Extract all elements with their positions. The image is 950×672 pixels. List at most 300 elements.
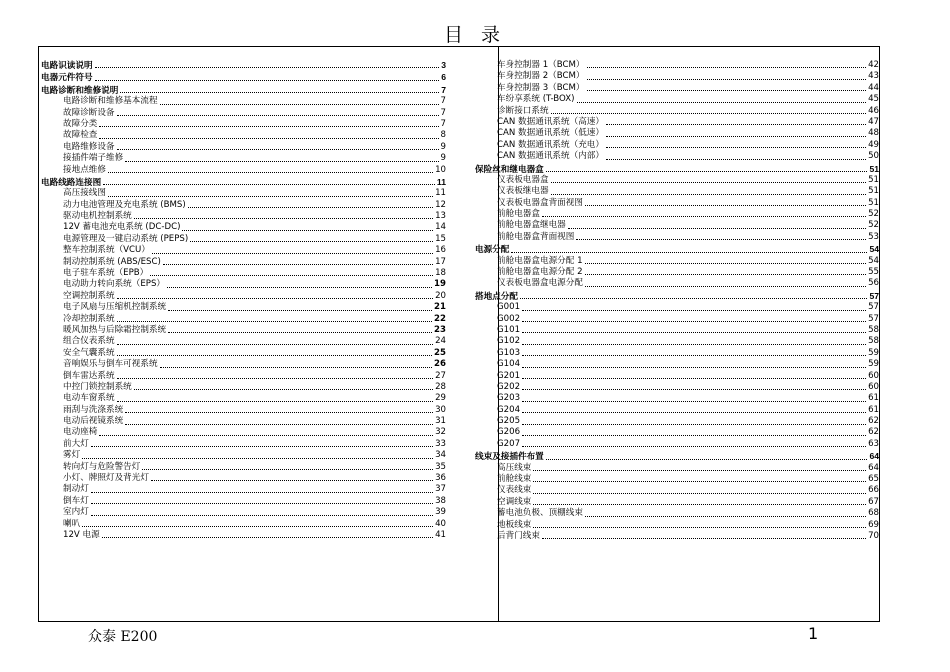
dot-leader: [82, 458, 433, 459]
toc-entry-label: 电动座椅: [63, 427, 98, 438]
toc-entry-page: 3: [441, 59, 446, 70]
toc-entry[interactable]: [41, 268, 446, 279]
toc-entry[interactable]: [475, 278, 879, 289]
toc-entry-page: 42: [868, 59, 879, 70]
toc-entry-page: 54: [868, 255, 879, 266]
toc-entry-label: 地板线束: [497, 519, 532, 530]
dot-leader: [533, 470, 866, 471]
dot-leader: [576, 239, 866, 240]
toc-entry-label: G202: [497, 381, 521, 392]
dot-leader: [551, 113, 866, 114]
toc-entry-page: 70: [868, 531, 879, 541]
toc-entry-label: G001: [497, 302, 521, 313]
toc-entry-page: 59: [868, 347, 879, 358]
toc-entry[interactable]: [475, 393, 879, 404]
dot-leader: [585, 263, 867, 264]
toc-frame: [38, 46, 880, 622]
toc-entry-page: 8: [440, 130, 446, 141]
toc-entry-label: 仪表板继电器: [497, 186, 549, 197]
toc-entry[interactable]: [475, 256, 879, 267]
dot-leader: [522, 321, 866, 322]
toc-entry-page: 51: [868, 174, 879, 185]
toc-entry-label: 电路诊断和维修说明: [41, 84, 119, 95]
toc-entry[interactable]: [475, 439, 879, 450]
toc-entry[interactable]: [475, 94, 879, 105]
toc-entry[interactable]: [41, 359, 446, 370]
dot-leader: [152, 253, 433, 254]
toc-entry-label: 喇叭: [63, 518, 81, 529]
toc-entry-page: 68: [868, 508, 879, 519]
toc-entry[interactable]: [475, 209, 879, 220]
toc-entry-page: 33: [435, 438, 446, 449]
toc-entry-page: 48: [868, 128, 879, 139]
dot-leader: [551, 182, 866, 183]
toc-entry[interactable]: [475, 220, 879, 231]
toc-entry[interactable]: [41, 416, 446, 427]
toc-section-entry[interactable]: [41, 60, 446, 71]
toc-entry-label: 小灯、牌照灯及背光灯: [63, 473, 149, 484]
toc-entry-label: 电动助力转向系统（EPS）: [63, 279, 166, 290]
toc-entry[interactable]: [41, 119, 446, 130]
dot-leader: [606, 159, 866, 160]
toc-entry-page: 35: [435, 461, 446, 472]
toc-entry-page: 13: [435, 211, 446, 222]
toc-entry-label: 室内灯: [63, 507, 89, 518]
dot-leader: [522, 355, 866, 356]
toc-entry-label: CAN 数据通讯系统（高速）: [497, 116, 604, 127]
toc-entry-label: 车身控制器 2（BCM）: [497, 71, 585, 82]
toc-entry[interactable]: [41, 439, 446, 450]
dot-leader: [117, 344, 433, 345]
toc-entry[interactable]: [41, 257, 446, 268]
toc-entry[interactable]: [475, 382, 879, 393]
toc-entry[interactable]: [475, 175, 879, 186]
toc-entry-page: 19: [434, 279, 446, 290]
dot-leader: [587, 79, 867, 80]
dot-leader: [142, 469, 433, 470]
toc-entry-page: 57: [869, 290, 879, 301]
toc-entry[interactable]: [41, 393, 446, 404]
dot-leader: [117, 149, 439, 150]
toc-entry[interactable]: [475, 232, 879, 243]
toc-entry-label: G103: [497, 347, 521, 358]
toc-entry-page: 54: [869, 244, 879, 255]
toc-entry-page: 69: [868, 519, 879, 530]
toc-entry-label: 仪表线束: [497, 485, 532, 496]
toc-entry-page: 14: [435, 222, 446, 233]
dot-leader: [585, 516, 866, 517]
toc-entry[interactable]: [41, 222, 446, 233]
dot-leader: [522, 435, 866, 436]
dot-leader: [577, 102, 867, 103]
toc-entry[interactable]: [41, 519, 446, 530]
toc-entry-page: 65: [868, 474, 879, 485]
dot-leader: [522, 378, 866, 379]
toc-entry[interactable]: [41, 473, 446, 484]
dot-leader: [551, 194, 866, 195]
dot-leader: [168, 310, 432, 311]
toc-entry-label: G101: [497, 324, 521, 335]
dot-leader: [125, 161, 438, 162]
toc-entry[interactable]: [41, 291, 446, 302]
dot-leader: [542, 538, 866, 539]
toc-entry[interactable]: [41, 484, 446, 495]
dot-leader: [99, 138, 438, 139]
toc-entry[interactable]: [41, 153, 446, 164]
dot-leader: [190, 241, 433, 242]
toc-entry-page: 12: [435, 199, 446, 210]
dot-leader: [606, 124, 866, 125]
toc-entry[interactable]: [475, 428, 879, 439]
toc-entry-label: 前大灯: [63, 438, 89, 449]
toc-entry-label: G206: [497, 427, 521, 438]
toc-entry-label: 驱动电机控制系统: [63, 211, 132, 222]
toc-entry-label: 前舱电器盒: [497, 209, 540, 220]
toc-entry[interactable]: [475, 60, 879, 71]
toc-entry[interactable]: [475, 83, 879, 94]
toc-entry[interactable]: [41, 428, 446, 439]
toc-entry-page: 23: [434, 324, 446, 335]
toc-entry-label: 冷却控制系统: [63, 313, 115, 324]
toc-entry[interactable]: [41, 348, 446, 359]
toc-entry-label: 暖风加热与后除霜控制系统: [63, 324, 167, 335]
toc-entry[interactable]: [41, 405, 446, 416]
toc-entry-page: 28: [435, 381, 446, 392]
toc-entry-page: 51: [868, 186, 879, 197]
dot-leader: [108, 196, 433, 197]
toc-entry-page: 52: [868, 220, 879, 231]
toc-entry-label: CAN 数据通讯系统（内部）: [497, 151, 604, 162]
toc-entry-page: 38: [435, 495, 446, 506]
toc-entry-page: 57: [868, 302, 879, 313]
toc-entry-page: 67: [868, 496, 879, 507]
toc-entry-label: 空调控制系统: [63, 290, 115, 301]
toc-entry-label: CAN 数据通讯系统（低速）: [497, 128, 604, 139]
toc-entry-page: 6: [441, 72, 446, 83]
toc-entry[interactable]: [475, 325, 879, 336]
dot-leader: [546, 459, 868, 460]
toc-entry[interactable]: [475, 186, 879, 197]
dot-leader: [585, 205, 866, 206]
toc-entry[interactable]: [475, 359, 879, 370]
toc-entry-label: G104: [497, 359, 521, 370]
dot-leader: [533, 504, 866, 505]
toc-entry-label: 电动车窗系统: [63, 393, 115, 404]
toc-entry-page: 51: [868, 197, 879, 208]
toc-entry-label: 线束及接插件布置: [475, 451, 544, 462]
toc-section-entry[interactable]: [475, 164, 879, 175]
toc-entry-label: 电路线路连接图: [41, 176, 102, 187]
toc-entry[interactable]: [41, 530, 446, 541]
toc-entry[interactable]: [475, 106, 879, 117]
toc-entry-page: 47: [868, 116, 879, 127]
toc-entry-page: 25: [434, 347, 446, 358]
toc-entry-label: 12V 电源: [63, 530, 100, 540]
toc-entry-label: 高压线束: [497, 462, 532, 473]
toc-entry-label: 电路诊断和维修基本流程: [63, 96, 158, 107]
toc-entry-label: G201: [497, 370, 521, 381]
dot-leader: [606, 136, 866, 137]
toc-entry[interactable]: [41, 108, 446, 119]
dot-leader: [99, 126, 438, 127]
toc-entry-page: 64: [869, 451, 879, 462]
toc-section-entry[interactable]: [41, 72, 446, 83]
toc-entry[interactable]: [475, 198, 879, 209]
toc-entry[interactable]: [475, 71, 879, 82]
dot-leader: [542, 216, 866, 217]
dot-leader: [125, 424, 433, 425]
dot-leader: [117, 321, 432, 322]
toc-entry[interactable]: [475, 348, 879, 359]
dot-leader: [160, 367, 432, 368]
toc-entry-page: 10: [435, 164, 446, 175]
toc-entry[interactable]: [475, 336, 879, 347]
toc-entry-label: 车纷享系统 (T-BOX): [497, 94, 575, 105]
dot-leader: [82, 526, 433, 527]
toc-entry-page: 61: [868, 393, 879, 404]
toc-entry-page: 41: [435, 530, 446, 540]
toc-entry-label: G204: [497, 404, 521, 415]
toc-entry[interactable]: [41, 450, 446, 461]
dot-leader: [182, 230, 433, 231]
toc-entry-page: 7: [440, 96, 446, 107]
toc-entry[interactable]: [41, 382, 446, 393]
toc-entry-page: 49: [868, 139, 879, 150]
toc-entry-page: 26: [434, 359, 446, 370]
toc-entry[interactable]: [41, 302, 446, 313]
toc-entry-page: 7: [441, 84, 446, 95]
toc-entry-label: 故障分类: [63, 118, 98, 129]
toc-entry-label: 前舱电器盒电源分配 1: [497, 255, 583, 266]
toc-entry[interactable]: [41, 165, 446, 176]
toc-entry-page: 7: [440, 118, 446, 129]
dot-leader: [587, 67, 867, 68]
dot-leader: [587, 90, 867, 91]
dot-leader: [533, 481, 866, 482]
toc-entry[interactable]: [475, 314, 879, 325]
toc-entry[interactable]: [41, 325, 446, 336]
toc-entry-label: 诊断接口系统: [497, 105, 549, 116]
dot-leader: [585, 274, 867, 275]
toc-entry-label: G207: [497, 438, 521, 449]
dot-leader: [95, 67, 440, 68]
dot-leader: [522, 446, 866, 447]
toc-entry[interactable]: [475, 302, 879, 313]
toc-entry[interactable]: [475, 520, 879, 531]
toc-entry[interactable]: [41, 188, 446, 199]
dot-leader: [168, 332, 432, 333]
toc-entry-page: 11: [435, 188, 446, 199]
toc-entry-page: 31: [435, 416, 446, 427]
toc-entry-label: 安全气囊系统: [63, 347, 115, 358]
dot-leader: [91, 446, 433, 447]
toc-entry-page: 30: [435, 404, 446, 415]
footer-page-number: 1: [808, 624, 819, 643]
dot-leader: [125, 412, 433, 413]
toc-entry-page: 62: [868, 416, 879, 427]
dot-leader: [160, 104, 439, 105]
toc-entry[interactable]: [475, 474, 879, 485]
footer-model: 众泰 E200: [88, 629, 158, 645]
toc-entry[interactable]: [475, 371, 879, 382]
toc-left-column: [41, 60, 446, 541]
toc-entry[interactable]: [41, 371, 446, 382]
toc-entry-page: 16: [435, 245, 446, 256]
toc-entry[interactable]: [475, 128, 879, 139]
dot-leader: [117, 355, 432, 356]
toc-entry[interactable]: [41, 96, 446, 107]
toc-entry[interactable]: [41, 507, 446, 518]
dot-leader: [120, 92, 439, 93]
dot-leader: [163, 264, 433, 265]
toc-entry[interactable]: [475, 405, 879, 416]
toc-entry-label: 前舱电器盒继电器: [497, 220, 566, 231]
toc-entry[interactable]: [475, 485, 879, 496]
toc-entry-page: 7: [440, 107, 446, 118]
dot-leader: [117, 115, 439, 116]
toc-entry-page: 55: [868, 267, 879, 278]
toc-entry-label: 接插件端子维修: [63, 153, 124, 164]
toc-entry-page: 21: [434, 302, 446, 313]
toc-entry-page: 50: [868, 151, 879, 162]
toc-entry-page: 53: [868, 231, 879, 242]
toc-entry-page: 37: [435, 484, 446, 495]
dot-leader: [522, 367, 866, 368]
toc-entry[interactable]: [41, 130, 446, 141]
toc-entry-page: 36: [435, 473, 446, 484]
toc-entry[interactable]: [475, 508, 879, 519]
toc-section-entry[interactable]: [475, 451, 879, 462]
toc-entry-label: 仪表板电器盒: [497, 174, 549, 185]
toc-entry-page: 27: [435, 370, 446, 381]
dot-leader: [511, 252, 867, 253]
toc-entry-page: 9: [440, 153, 446, 164]
toc-entry-label: 保险丝和继电器盒: [475, 163, 544, 174]
toc-entry[interactable]: [475, 140, 879, 151]
dot-leader: [134, 218, 433, 219]
dot-leader: [91, 503, 433, 504]
dot-leader: [91, 515, 433, 516]
toc-section-entry[interactable]: [475, 244, 879, 255]
toc-entry-label: 前舱电器盒背面视图: [497, 231, 575, 242]
toc-entry-label: G102: [497, 336, 521, 347]
toc-entry-page: 39: [435, 507, 446, 518]
toc-entry-page: 40: [435, 518, 446, 529]
toc-entry-label: 电动后视镜系统: [63, 416, 124, 427]
toc-entry[interactable]: [475, 267, 879, 278]
toc-entry-label: 电路识读说明: [41, 59, 93, 70]
toc-entry-label: 动力电池管理及充电系统 (BMS): [63, 199, 186, 210]
toc-entry-label: 雾灯: [63, 450, 81, 461]
toc-entry-page: 29: [435, 393, 446, 404]
dot-leader: [520, 298, 867, 299]
toc-entry-page: 59: [868, 359, 879, 370]
toc-entry-page: 62: [868, 427, 879, 438]
toc-entry-label: 电源管理及一键启动系统 (PEPS): [63, 233, 189, 244]
toc-entry-label: 接地点维修: [63, 164, 106, 175]
toc-entry-label: 雨刮与洗涤系统: [63, 404, 124, 415]
toc-entry[interactable]: [41, 142, 446, 153]
toc-entry[interactable]: [41, 200, 446, 211]
toc-entry-label: 高压接线图: [63, 188, 106, 199]
dot-leader: [522, 389, 866, 390]
toc-entry-page: 32: [435, 427, 446, 438]
toc-entry-page: 63: [868, 438, 879, 449]
toc-entry-page: 17: [435, 256, 446, 267]
toc-entry[interactable]: [475, 531, 879, 542]
toc-entry[interactable]: [475, 497, 879, 508]
dot-leader: [546, 171, 868, 172]
dot-leader: [117, 378, 433, 379]
toc-entry-page: 20: [435, 290, 446, 301]
dot-leader: [522, 412, 866, 413]
dot-leader: [522, 401, 866, 402]
toc-entry-page: 34: [435, 450, 446, 461]
toc-entry[interactable]: [41, 462, 446, 473]
toc-entry-label: 电子驻车系统（EPB）: [63, 268, 149, 279]
toc-entry-page: 45: [868, 94, 879, 105]
toc-entry[interactable]: [41, 496, 446, 507]
toc-entry-label: 电器元件符号: [41, 72, 93, 83]
page-title: 目 录: [443, 24, 507, 46]
toc-entry-page: 58: [868, 324, 879, 335]
toc-entry-label: 搭地点分配: [475, 290, 518, 301]
toc-entry-page: 44: [868, 82, 879, 93]
dot-leader: [522, 344, 866, 345]
toc-section-entry[interactable]: [41, 85, 446, 96]
toc-entry[interactable]: [41, 336, 446, 347]
dot-leader: [103, 184, 435, 185]
toc-entry-label: 前舱电器盒电源分配 2: [497, 267, 583, 278]
dot-leader: [102, 537, 433, 538]
toc-entry[interactable]: [475, 117, 879, 128]
toc-entry-label: 前舱线束: [497, 474, 532, 485]
toc-entry-label: 中控门锁控制系统: [63, 381, 132, 392]
toc-entry-label: 后背门线束: [497, 531, 540, 541]
toc-entry-page: 51: [869, 163, 879, 174]
toc-entry-label: 组合仪表系统: [63, 336, 115, 347]
toc-entry[interactable]: [41, 279, 446, 290]
toc-section-entry[interactable]: [41, 177, 446, 188]
dot-leader: [99, 435, 433, 436]
toc-entry[interactable]: [475, 151, 879, 162]
toc-entry-page: 52: [868, 209, 879, 220]
dot-leader: [522, 424, 866, 425]
toc-entry-label: 蓄电池负极、顶棚线束: [497, 508, 583, 519]
dot-leader: [606, 147, 866, 148]
toc-entry[interactable]: [41, 234, 446, 245]
toc-entry[interactable]: [41, 314, 446, 325]
toc-entry-label: 制动控制系统 (ABS/ESC): [63, 256, 161, 267]
toc-entry-label: G203: [497, 393, 521, 404]
toc-entry[interactable]: [475, 463, 879, 474]
toc-entry-page: 66: [868, 485, 879, 496]
toc-entry-page: 57: [868, 313, 879, 324]
toc-entry-page: 22: [434, 313, 446, 324]
toc-section-entry[interactable]: [475, 291, 879, 302]
toc-entry-page: 15: [435, 233, 446, 244]
toc-entry-label: 仪表板电器盒电源分配: [497, 278, 583, 289]
toc-entry[interactable]: [475, 416, 879, 427]
toc-entry[interactable]: [41, 245, 446, 256]
toc-entry-page: 11: [436, 176, 446, 187]
dot-leader: [522, 332, 866, 333]
toc-entry-page: 61: [868, 404, 879, 415]
toc-entry-label: G002: [497, 313, 521, 324]
toc-entry[interactable]: [41, 211, 446, 222]
dot-leader: [585, 286, 866, 287]
dot-leader: [134, 389, 433, 390]
